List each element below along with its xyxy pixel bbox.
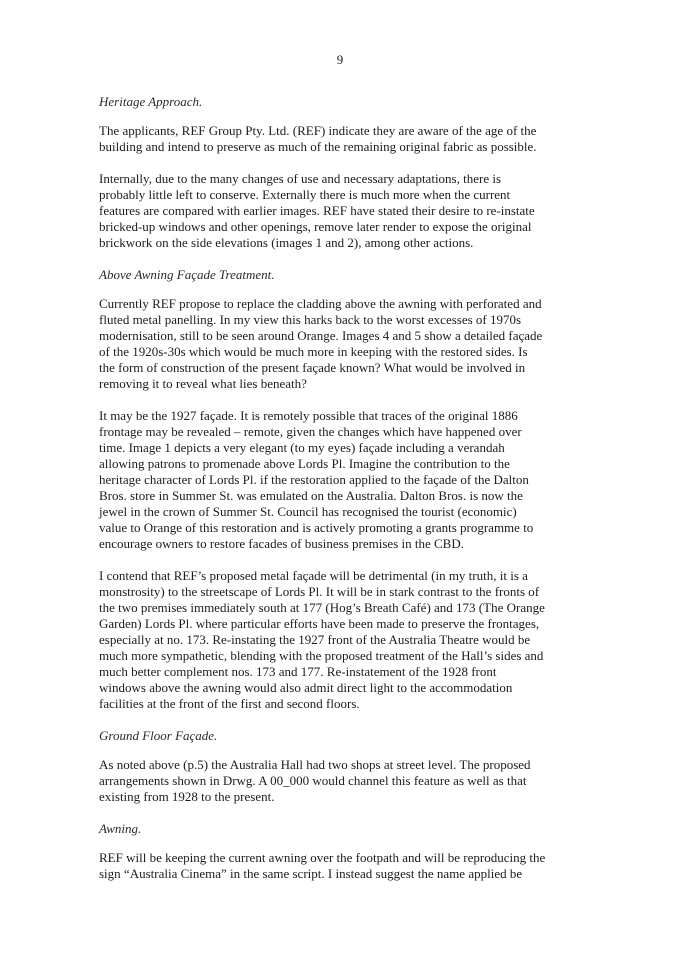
- paragraph-line: encourage owners to restore facades of business premises in the CBD.: [99, 536, 464, 551]
- paragraph-line: probably little left to conserve. Externally there is much more when the current: [99, 187, 511, 202]
- paragraph: [99, 568, 577, 712]
- paragraph: [99, 171, 577, 251]
- paragraph-line: It may be the 1927 façade. It is remotely possible that traces of the original 1886: [99, 408, 518, 423]
- paragraph-line: As noted above (p.5) the Australia Hall had two shops at street level. The proposed: [99, 757, 531, 772]
- paragraph-line: monstrosity) to the streetscape of Lords Pl. It will be in stark contrast to the fronts of: [99, 584, 540, 599]
- paragraph-line: the form of construction of the present façade known? What would be involved in: [99, 360, 526, 375]
- document-body: [99, 94, 577, 898]
- paragraph-line: Internally, due to the many changes of use and necessary adaptations, there is: [99, 171, 502, 186]
- section-heading: Above Awning Façade Treatment.: [99, 267, 275, 282]
- section-heading: Awning.: [99, 821, 142, 836]
- paragraph-line: allowing patrons to promenade above Lords Pl. Imagine the contribution to the: [99, 456, 510, 471]
- paragraph-line: jewel in the crown of Summer St. Council has recognised the tourist (economic): [99, 504, 517, 519]
- paragraph-line: Bros. store in Summer St. was emulated on the Australia. Dalton Bros. is now the: [99, 488, 523, 503]
- paragraph-line: time. Image 1 depicts a very elegant (to my eyes) façade including a verandah: [99, 440, 505, 455]
- paragraph-line: existing from 1928 to the present.: [99, 789, 275, 804]
- paragraph-line: features are compared with earlier images. REF have stated their desire to re-instate: [99, 203, 535, 218]
- paragraph-line: especially at no. 173. Re-instating the 1927 front of the Australia Theatre would be: [99, 632, 531, 647]
- paragraph: [99, 123, 577, 155]
- paragraph: [99, 408, 577, 552]
- paragraph: [99, 850, 577, 882]
- paragraph-line: the two premises immediately south at 177 (Hog’s Breath Café) and 173 (The Orange: [99, 600, 545, 615]
- paragraph-line: Currently REF propose to replace the cladding above the awning with perforated and: [99, 296, 542, 311]
- paragraph-line: facilities at the front of the first and second floors.: [99, 696, 360, 711]
- paragraph: [99, 296, 577, 392]
- paragraph-line: much more sympathetic, blending with the proposed treatment of the Hall’s sides and: [99, 648, 544, 663]
- paragraph-line: building and intend to preserve as much of the remaining original fabric as possible.: [99, 139, 537, 154]
- paragraph-line: of the 1920s-30s which would be much more in keeping with the restored sides. Is: [99, 344, 528, 359]
- paragraph-line: much better complement nos. 173 and 177. Re-instatement of the 1928 front: [99, 664, 497, 679]
- paragraph-line: modernisation, still to be seen around Orange. Images 4 and 5 show a detailed façade: [99, 328, 543, 343]
- paragraph: [99, 757, 577, 805]
- paragraph-line: windows above the awning would also admit direct light to the accommodation: [99, 680, 513, 695]
- paragraph-line: sign “Australia Cinema” in the same script. I instead suggest the name applied be: [99, 866, 523, 881]
- paragraph-line: heritage character of Lords Pl. if the restoration applied to the façade of the Dalton: [99, 472, 529, 487]
- section-heading: Ground Floor Façade.: [99, 728, 218, 743]
- paragraph-line: value to Orange of this restoration and is actively promoting a grants programme to: [99, 520, 534, 535]
- paragraph-line: fluted metal panelling. In my view this harks back to the worst excesses of 1970s: [99, 312, 522, 327]
- paragraph-line: removing it to reveal what lies beneath?: [99, 376, 307, 391]
- paragraph-line: arrangements shown in Drwg. A 00_000 would channel this feature as well as that: [99, 773, 527, 788]
- section-heading: Heritage Approach.: [99, 94, 203, 109]
- paragraph-line: frontage may be revealed – remote, given the changes which have happened over: [99, 424, 522, 439]
- page-number: 9: [336, 52, 344, 67]
- paragraph-line: REF will be keeping the current awning over the footpath and will be reproducing the: [99, 850, 546, 865]
- paragraph-line: bricked-up windows and other openings, remove later render to expose the original: [99, 219, 532, 234]
- paragraph-line: I contend that REF’s proposed metal façade will be detrimental (in my truth, it is a: [99, 568, 528, 583]
- paragraph-line: The applicants, REF Group Pty. Ltd. (REF) indicate they are aware of the age of the: [99, 123, 537, 138]
- paragraph-line: Garden) Lords Pl. where particular efforts have been made to preserve the frontages,: [99, 616, 540, 631]
- paragraph-line: brickwork on the side elevations (images 1 and 2), among other actions.: [99, 235, 474, 250]
